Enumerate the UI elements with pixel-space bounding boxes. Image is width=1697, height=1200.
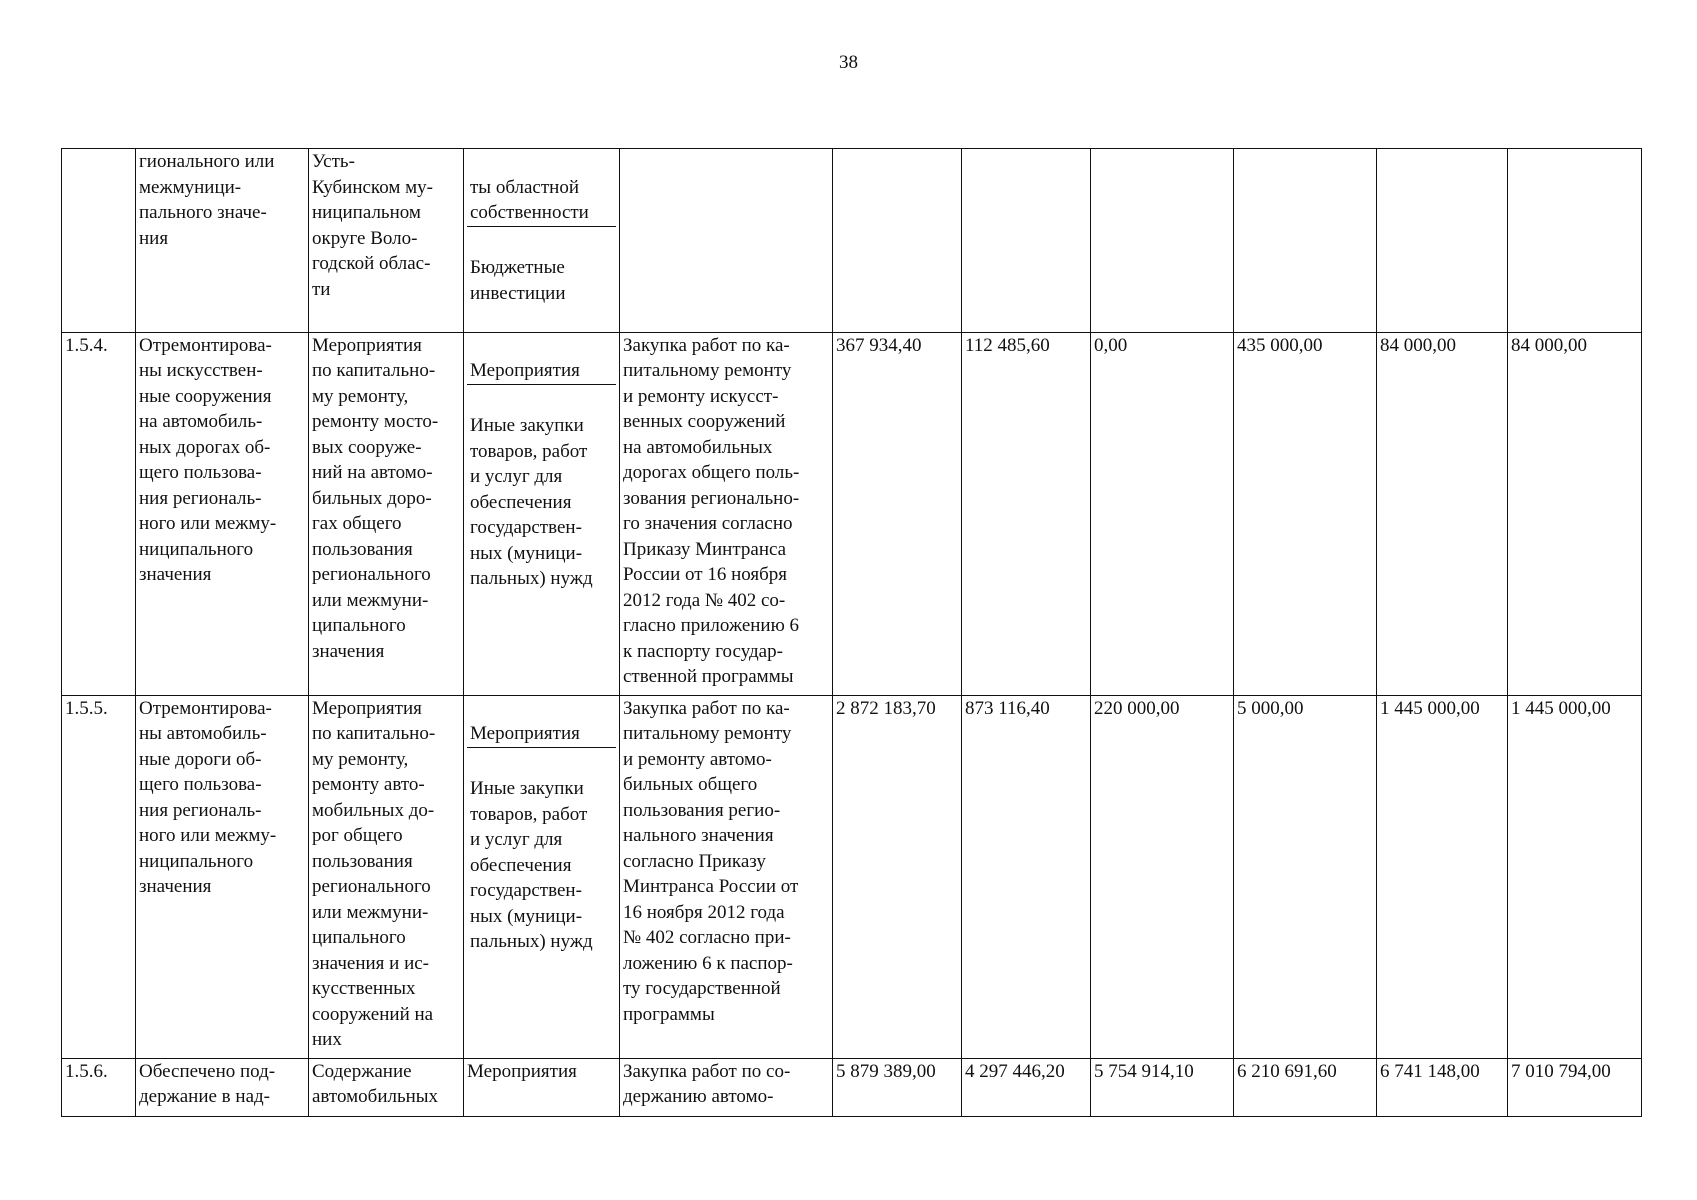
page-number: 38 — [839, 52, 858, 73]
expense-type-cell — [464, 695, 620, 1058]
measure-cell: Усть- Кубинском му- ниципальном округе Воло- годской облас- ти — [309, 149, 464, 333]
value-cell-5: 84 000,00 — [1377, 332, 1508, 695]
value-cell-2: 4 297 446,20 — [962, 1058, 1091, 1116]
program-measures-table — [61, 148, 1642, 1117]
value-cell-4: 435 000,00 — [1234, 332, 1377, 695]
description-cell — [620, 149, 833, 333]
row-number: 1.5.6. — [62, 1058, 136, 1116]
expense-type-bottom: Иные закупки товаров, работ и услуг для обеспечения государствен- ных (муници- пальных) нужд — [470, 778, 593, 952]
value-cell-2 — [962, 149, 1091, 333]
table-row — [62, 1058, 1642, 1116]
value-cell-2: 873 116,40 — [962, 695, 1091, 1058]
row-number — [62, 149, 136, 333]
expense-type-bottom: Бюджетные инвестиции — [470, 257, 566, 304]
description-cell: Закупка работ по ка- питальному ремонту и ремонту искусст- венных сооружений на автомобильных дорогах общего поль- зования регионально- го значения согласно Приказу Минтранса России от 16 ноября 2012 года № 402 со- гласно приложению 6 к паспорту государ- ственной программы — [620, 332, 833, 695]
row-number: 1.5.4. — [62, 332, 136, 695]
value-cell-5: 1 445 000,00 — [1377, 695, 1508, 1058]
result-cell: Отремонтирова- ны автомобиль- ные дороги об- щего пользова- ния региональ- ного или межму- ниципального значения — [136, 695, 309, 1058]
measure-cell: Мероприятия по капитально- му ремонту, ремонту мосто- вых сооруже- ний на автомо- бильных доро- гах общего пользования регионального или межмуни- ципального значения — [309, 332, 464, 695]
value-cell-1 — [833, 149, 962, 333]
value-cell-2: 112 485,60 — [962, 332, 1091, 695]
value-cell-6: 7 010 794,00 — [1508, 1058, 1642, 1116]
value-cell-1: 5 879 389,00 — [833, 1058, 962, 1116]
expense-type-top: ты областной собственности — [467, 175, 616, 227]
expense-type-cell — [464, 332, 620, 695]
value-cell-6: 1 445 000,00 — [1508, 695, 1642, 1058]
row-number: 1.5.5. — [62, 695, 136, 1058]
value-cell-6 — [1508, 149, 1642, 333]
value-cell-4: 6 210 691,60 — [1234, 1058, 1377, 1116]
table-row — [62, 149, 1642, 333]
value-cell-3 — [1091, 149, 1234, 333]
expense-type-bottom: Иные закупки товаров, работ и услуг для обеспечения государствен- ных (муници- пальных) нужд — [470, 415, 593, 589]
value-cell-3: 5 754 914,10 — [1091, 1058, 1234, 1116]
value-cell-1: 2 872 183,70 — [833, 695, 962, 1058]
measure-cell: Содержание автомобильных — [309, 1058, 464, 1116]
value-cell-1: 367 934,40 — [833, 332, 962, 695]
expense-type-cell — [464, 149, 620, 333]
description-cell: Закупка работ по со- держанию автомо- — [620, 1058, 833, 1116]
result-cell: Обеспечено под- держание в над- — [136, 1058, 309, 1116]
expense-type-cell: Мероприятия — [464, 1058, 620, 1116]
value-cell-5 — [1377, 149, 1508, 333]
value-cell-5: 6 741 148,00 — [1377, 1058, 1508, 1116]
value-cell-4 — [1234, 149, 1377, 333]
result-cell: гионального или межмуници- пального значе- ния — [136, 149, 309, 333]
table-row — [62, 332, 1642, 695]
expense-type-top: Мероприятия — [467, 721, 616, 748]
expense-type-top: Мероприятия — [467, 358, 616, 385]
result-cell: Отремонтирова- ны искусствен- ные сооружения на автомобиль- ных дорогах об- щего пользова- ния региональ- ного или межму- ниципального значения — [136, 332, 309, 695]
value-cell-3: 220 000,00 — [1091, 695, 1234, 1058]
description-cell: Закупка работ по ка- питальному ремонту и ремонту автомо- бильных общего пользования регио- нального значения согласно Приказу Минтранса России от 16 ноября 2012 года № 402 согласно при- ложению 6 к паспор- ту государственной программы — [620, 695, 833, 1058]
measure-cell: Мероприятия по капитально- му ремонту, ремонту авто- мобильных до- рог общего пользования регионального или межмуни- ципального значения и ис- кусственных сооружений на них — [309, 695, 464, 1058]
value-cell-4: 5 000,00 — [1234, 695, 1377, 1058]
table-row — [62, 695, 1642, 1058]
value-cell-3: 0,00 — [1091, 332, 1234, 695]
value-cell-6: 84 000,00 — [1508, 332, 1642, 695]
